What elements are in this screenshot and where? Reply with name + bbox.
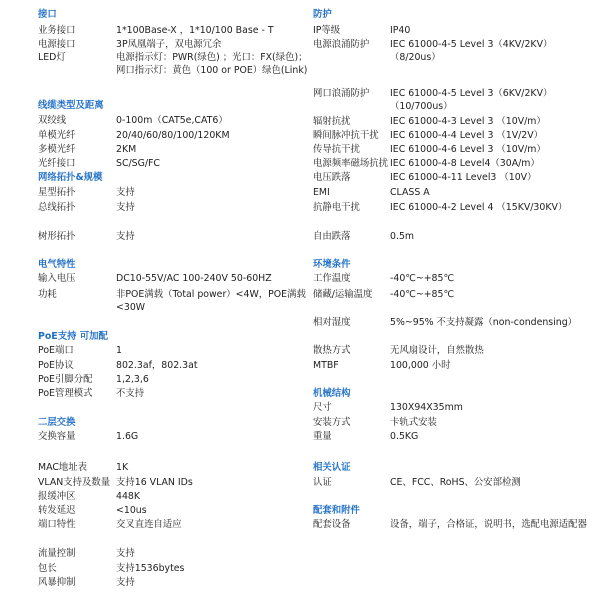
section-heading-cable: 线缆类型及距离: [38, 100, 104, 111]
spec-value: IEC 61000-4-11 Level3 （10V）: [390, 172, 537, 183]
spec-value: IP40: [390, 25, 411, 36]
spec-label: 总线拓扑: [38, 202, 76, 213]
spec-label: PoE端口: [38, 345, 74, 356]
spec-label: 储藏/运输温度: [313, 289, 373, 300]
section-heading-protection: 防护: [313, 9, 332, 20]
spec-value: 支持: [116, 231, 135, 242]
spec-value: IEC 61000-4-2 Level 4 （15KV/30KV）: [390, 202, 568, 213]
spec-label: 相对湿度: [313, 317, 351, 328]
section-heading-mechanical: 机械结构: [313, 388, 351, 399]
section-heading-interface: 接口: [38, 9, 57, 20]
spec-value: IEC 61000-4-3 Level 3 （10V/m）: [390, 116, 546, 127]
spec-value-continued: （8/20us）: [390, 52, 441, 63]
spec-value: 卡轨式安装: [390, 417, 437, 428]
spec-value: 3P凤凰端子，双电源冗余: [116, 39, 222, 50]
spec-value: IEC 61000-4-4 Level 3 （1V/2V）: [390, 130, 544, 141]
spec-value-continued: 网口指示灯：黄色（100 or POE）绿色(Link): [116, 65, 308, 76]
spec-label: 端口特性: [38, 519, 76, 530]
spec-label: 树形拓扑: [38, 231, 76, 242]
spec-value: IEC 61000-4-8 Level4（30A/m）: [390, 158, 540, 169]
spec-label: 网口浪涌防护: [313, 88, 370, 99]
section-heading-poe: PoE支持 可加配: [38, 331, 108, 342]
spec-value: -40℃~+85℃: [390, 273, 455, 284]
spec-value: -40℃~+85℃: [390, 289, 455, 300]
spec-label: MTBF: [313, 360, 339, 371]
section-heading-certification: 相关认证: [313, 462, 351, 473]
spec-value: 802.3af，802.3at: [116, 360, 198, 371]
spec-label: 电源接口: [38, 39, 76, 50]
spec-value: 5%~95% 不支持凝露（non-condensing）: [390, 317, 578, 328]
spec-label: PoE引脚分配: [38, 374, 93, 385]
spec-value-continued: <30W: [116, 302, 146, 313]
spec-value: 支持: [116, 202, 135, 213]
spec-value: 1: [116, 345, 122, 356]
spec-label: 电压跌落: [313, 172, 351, 183]
spec-value-continued: （10/700us）: [390, 101, 453, 112]
spec-label: 自由跌落: [313, 231, 351, 242]
spec-value: IEC 61000-4-5 Level 3（4KV/2KV）: [390, 39, 553, 50]
spec-label: 输入电压: [38, 273, 76, 284]
spec-value: 1,2,3,6: [116, 374, 149, 385]
spec-label: 流量控制: [38, 548, 76, 559]
spec-label: 星型拓扑: [38, 187, 76, 198]
spec-value: 448K: [116, 491, 141, 502]
spec-label: 包长: [38, 563, 57, 574]
spec-value: 无风扇设计，自然散热: [390, 345, 484, 356]
spec-label: MAC地址表: [38, 462, 88, 473]
spec-value: 0-100m（CAT5e,CAT6）: [116, 115, 228, 126]
spec-value: 支持: [116, 548, 135, 559]
spec-value: 非POE满载（Total power）<4W，POE满载: [116, 289, 306, 300]
section-heading-environment: 环境条件: [313, 259, 351, 270]
section-heading-electrical: 电气特性: [38, 259, 76, 270]
spec-label: PoE协议: [38, 360, 74, 371]
spec-value: 电源指示灯：PWR(绿色) ；光口：FX(绿色)；: [116, 52, 308, 63]
spec-label: 交换容量: [38, 431, 76, 442]
spec-value: 1K: [116, 462, 129, 473]
spec-label: 安装方式: [313, 417, 351, 428]
spec-value: 支持: [116, 577, 135, 588]
section-heading-topology: 网络拓扑&规模: [38, 172, 103, 183]
spec-value: 交叉直连自适应: [116, 519, 182, 530]
spec-label: 散热方式: [313, 345, 351, 356]
spec-value: 支持: [116, 187, 135, 198]
spec-label: LED灯: [38, 52, 66, 63]
spec-label: 重量: [313, 431, 332, 442]
spec-value: 支持1536bytes: [116, 563, 185, 574]
spec-value: 0.5m: [390, 231, 415, 242]
spec-value: 100,000 小时: [390, 360, 451, 371]
spec-label: 光纤接口: [38, 158, 76, 169]
spec-value: 20/40/60/80/100/120KM: [116, 130, 230, 141]
spec-label: 多模光纤: [38, 144, 76, 155]
spec-value: 不支持: [116, 388, 145, 399]
spec-value: CE、FCC、RoHS、公安部检测: [390, 477, 521, 488]
spec-label: 瞬间脉冲抗干扰: [313, 130, 379, 141]
spec-value: 2KM: [116, 144, 137, 155]
section-heading-switching: 二层交换: [38, 417, 76, 428]
spec-label: 单模光纤: [38, 130, 76, 141]
spec-label: IP等级: [313, 25, 341, 36]
spec-value: <10us: [116, 505, 147, 516]
spec-value: IEC 61000-4-5 Level 3（6KV/2KV）: [390, 88, 553, 99]
spec-value: 1*100Base-X ，1*10/100 Base - T: [116, 25, 274, 36]
spec-label: 风暴抑制: [38, 577, 76, 588]
spec-value: 0.5KG: [390, 431, 419, 442]
spec-label: 转发延迟: [38, 505, 76, 516]
spec-value: CLASS A: [390, 187, 430, 198]
spec-value: SC/SG/FC: [116, 158, 160, 169]
spec-value: DC10-55V/AC 100-240V 50-60HZ: [116, 273, 272, 284]
spec-value: 设备，端子，合格证，说明书，选配电源适配器: [390, 519, 587, 530]
spec-label: 报缓冲区: [38, 491, 76, 502]
spec-label: 功耗: [38, 289, 57, 300]
spec-label: EMI: [313, 187, 330, 198]
spec-label: 配套设备: [313, 519, 351, 530]
spec-value: 1.6G: [116, 431, 139, 442]
spec-label: 抗静电干扰: [313, 202, 360, 213]
spec-label: 认证: [313, 477, 332, 488]
spec-value: IEC 61000-4-6 Level 3 （10V/m）: [390, 144, 546, 155]
spec-label: 传导抗干扰: [313, 144, 360, 155]
section-heading-accessories: 配套和附件: [313, 505, 360, 516]
spec-label: 双绞线: [38, 115, 67, 126]
spec-label: 尺寸: [313, 402, 332, 413]
spec-value: 130X94X35mm: [390, 402, 463, 413]
spec-label: 辐射抗扰: [313, 116, 351, 127]
spec-label: 业务接口: [38, 25, 76, 36]
spec-value: 支持16 VLAN IDs: [116, 477, 193, 488]
spec-label: 电源频率磁场抗扰: [313, 158, 389, 169]
spec-label: 电源浪涌防护: [313, 39, 370, 50]
spec-label: VLAN支持及数量: [38, 477, 111, 488]
spec-label: 工作温度: [313, 273, 351, 284]
spec-label: PoE管理模式: [38, 388, 93, 399]
